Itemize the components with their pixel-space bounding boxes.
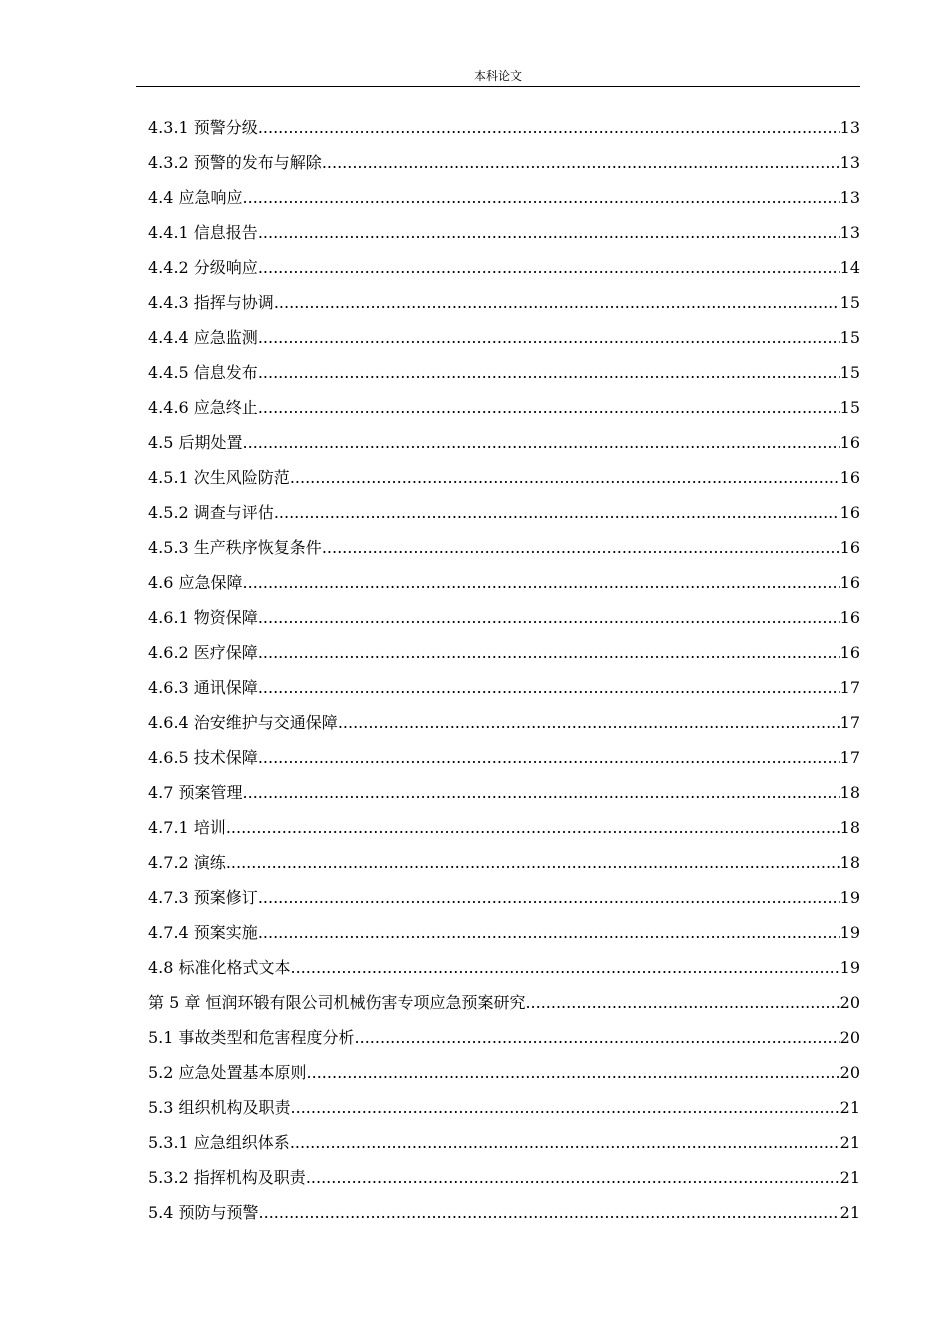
toc-entry-page-number: 13 [839,118,860,137]
toc-dot-leader [243,565,840,600]
toc-entry[interactable] [148,705,860,740]
toc-dot-leader [258,390,840,425]
toc-entry-title: 第 5 章 恒润环锻有限公司机械伤害专项应急预案研究 [148,993,526,1012]
toc-entry-title: 5.3.2 指挥机构及职责 [148,1168,306,1187]
toc-entry-page-number: 20 [839,993,860,1012]
toc-entry-page-number: 20 [839,1028,860,1047]
toc-entry-title: 4.3.1 预警分级 [148,118,258,137]
toc-entry-page-number: 21 [839,1133,860,1152]
toc-entry-page-number: 14 [839,258,860,277]
toc-entry[interactable] [148,985,860,1020]
toc-dot-leader [258,320,840,355]
toc-entry[interactable] [148,915,860,950]
toc-dot-leader [258,355,840,390]
toc-entry-title: 4.5.1 次生风险防范 [148,468,290,487]
toc-entry-page-number: 16 [839,608,860,627]
toc-entry-title: 4.7.2 演练 [148,853,226,872]
toc-entry[interactable] [148,670,860,705]
toc-entry[interactable] [148,495,860,530]
toc-entry-title: 5.1 事故类型和危害程度分析 [148,1028,355,1047]
toc-entry-title: 4.4.6 应急终止 [148,398,258,417]
toc-dot-leader [258,600,840,635]
toc-entry[interactable] [148,600,860,635]
toc-entry-title: 4.5 后期处置 [148,433,243,452]
toc-entry[interactable] [148,285,860,320]
toc-entry-page-number: 20 [839,1063,860,1082]
toc-dot-leader [274,495,840,530]
toc-entry-page-number: 16 [839,538,860,557]
toc-entry-page-number: 19 [839,958,860,977]
toc-entry-page-number: 19 [839,923,860,942]
toc-dot-leader [258,110,840,145]
toc-dot-leader [243,775,840,810]
toc-entry-title: 5.2 应急处置基本原则 [148,1063,307,1082]
toc-entry-title: 4.4.5 信息发布 [148,363,258,382]
toc-entry-title: 4.4 应急响应 [148,188,243,207]
toc-entry[interactable] [148,215,860,250]
toc-dot-leader [258,740,840,775]
toc-entry[interactable] [148,1020,860,1055]
toc-entry[interactable] [148,880,860,915]
toc-entry-title: 4.5.2 调查与评估 [148,503,274,522]
toc-entry-page-number: 13 [839,188,860,207]
toc-entry[interactable] [148,530,860,565]
toc-entry-title: 4.5.3 生产秩序恢复条件 [148,538,322,557]
toc-dot-leader [258,250,840,285]
toc-entry-page-number: 19 [839,888,860,907]
toc-entry[interactable] [148,460,860,495]
toc-entry-title: 4.7.4 预案实施 [148,923,258,942]
toc-entry[interactable] [148,810,860,845]
toc-entry-title: 4.6 应急保障 [148,573,243,592]
toc-entry[interactable] [148,355,860,390]
toc-entry[interactable] [148,1055,860,1090]
toc-entry[interactable] [148,145,860,180]
toc-entry-title: 4.4.4 应急监测 [148,328,258,347]
toc-dot-leader [290,1125,840,1160]
toc-entry-title: 4.4.3 指挥与协调 [148,293,274,312]
toc-entry-title: 4.6.2 医疗保障 [148,643,258,662]
toc-entry-page-number: 15 [839,398,860,417]
toc-entry-page-number: 15 [839,363,860,382]
toc-dot-leader [243,425,840,460]
toc-entry-title: 4.6.3 通讯保障 [148,678,258,697]
toc-entry-title: 4.4.2 分级响应 [148,258,258,277]
toc-entry-title: 5.4 预防与预警 [148,1203,259,1222]
toc-dot-leader [322,530,840,565]
toc-entry[interactable] [148,635,860,670]
toc-entry-title: 5.3.1 应急组织体系 [148,1133,290,1152]
toc-entry-title: 4.6.4 治安维护与交通保障 [148,713,338,732]
toc-dot-leader [274,285,840,320]
toc-dot-leader [243,180,840,215]
toc-dot-leader [258,915,840,950]
toc-dot-leader [290,460,840,495]
toc-entry-page-number: 18 [839,818,860,837]
header-title: 本科论文 [473,69,522,83]
toc-dot-leader [306,1160,840,1195]
toc-entry-title: 4.6.1 物资保障 [148,608,258,627]
toc-dot-leader [291,1090,840,1125]
toc-dot-leader [258,215,840,250]
toc-entry-title: 4.7.1 培训 [148,818,226,837]
toc-entry[interactable] [148,1195,860,1230]
toc-dot-leader [307,1055,840,1090]
toc-dot-leader [355,1020,840,1055]
toc-dot-leader [338,705,840,740]
toc-dot-leader [226,845,840,880]
toc-entry[interactable] [148,1090,860,1125]
toc-entry-page-number: 17 [839,748,860,767]
toc-entry-page-number: 13 [839,223,860,242]
toc-entry-page-number: 16 [839,503,860,522]
toc-entry[interactable] [148,565,860,600]
toc-entry-title: 4.8 标准化格式文本 [148,958,291,977]
toc-entry[interactable] [148,950,860,985]
toc-entry-page-number: 18 [839,783,860,802]
toc-entry-page-number: 21 [839,1168,860,1187]
toc-entry-page-number: 15 [839,328,860,347]
toc-entry-page-number: 21 [839,1203,860,1222]
toc-entry-title: 5.3 组织机构及职责 [148,1098,291,1117]
toc-entry[interactable] [148,845,860,880]
toc-entry[interactable] [148,1125,860,1160]
toc-dot-leader [291,950,840,985]
toc-entry-title: 4.4.1 信息报告 [148,223,258,242]
toc-entry-page-number: 17 [839,713,860,732]
toc-entry[interactable] [148,180,860,215]
table-of-contents [148,110,860,1230]
toc-dot-leader [258,635,840,670]
toc-entry-title: 4.7 预案管理 [148,783,243,802]
toc-entry-page-number: 16 [839,573,860,592]
toc-entry-page-number: 15 [839,293,860,312]
toc-dot-leader [258,880,840,915]
page-header [136,66,860,87]
toc-entry-page-number: 16 [839,643,860,662]
toc-dot-leader [525,985,839,1020]
toc-entry-page-number: 13 [839,153,860,172]
toc-entry-page-number: 21 [839,1098,860,1117]
toc-dot-leader [226,810,840,845]
toc-dot-leader [258,670,840,705]
toc-entry[interactable] [148,250,860,285]
toc-entry-page-number: 16 [839,433,860,452]
toc-entry-title: 4.6.5 技术保障 [148,748,258,767]
toc-entry[interactable] [148,775,860,810]
toc-entry-page-number: 17 [839,678,860,697]
toc-entry-page-number: 16 [839,468,860,487]
toc-dot-leader [322,145,840,180]
toc-entry-title: 4.7.3 预案修订 [148,888,258,907]
toc-entry-title: 4.3.2 预警的发布与解除 [148,153,322,172]
toc-entry[interactable] [148,425,860,460]
toc-entry[interactable] [148,320,860,355]
toc-entry[interactable] [148,1160,860,1195]
toc-entry[interactable] [148,740,860,775]
toc-entry[interactable] [148,390,860,425]
toc-entry-page-number: 18 [839,853,860,872]
toc-dot-leader [259,1195,840,1230]
toc-entry[interactable] [148,110,860,145]
